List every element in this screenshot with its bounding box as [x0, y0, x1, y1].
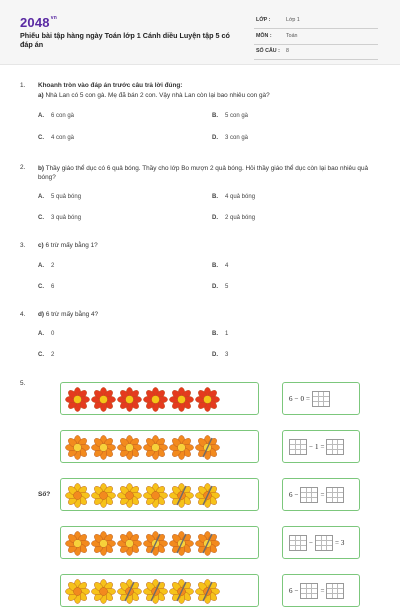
option-a[interactable]: A. 0 — [38, 331, 55, 337]
question-label: Số? — [38, 491, 51, 498]
flower-icon — [195, 483, 220, 508]
equation-token: = — [334, 539, 339, 547]
option-c[interactable]: C. 4 con gà — [38, 135, 75, 141]
flower-icon — [195, 435, 220, 460]
equation-token: 3 — [340, 539, 345, 547]
flower-icon — [91, 483, 116, 508]
flower-icon — [169, 435, 194, 460]
equation-frame — [282, 430, 360, 463]
answer-box[interactable] — [300, 583, 318, 599]
equation-token: − — [309, 539, 313, 547]
equation-token: 1 — [314, 443, 319, 451]
flower-icon — [195, 387, 220, 412]
equation-token: 0 — [300, 395, 304, 403]
flower-icon — [143, 483, 168, 508]
flower-icon — [117, 387, 142, 412]
equation-frame — [282, 382, 360, 415]
subtraction-equation — [288, 535, 345, 551]
flower-icon — [91, 435, 116, 460]
flower-icon — [117, 435, 142, 460]
option-d[interactable]: D. 2 quả bóng — [212, 215, 256, 221]
flower-icon — [169, 531, 194, 556]
answer-box[interactable] — [312, 391, 330, 407]
option-a[interactable]: A. 2 — [38, 263, 55, 269]
option-d[interactable]: D. 3 con gà — [212, 135, 249, 141]
question-text: c) 6 trừ mấy bằng 1? — [38, 242, 98, 249]
worksheet-header — [0, 0, 400, 65]
option-d[interactable]: D. 5 — [212, 284, 229, 290]
question-text: d) 6 trừ mấy bằng 4? — [38, 311, 99, 318]
option-b[interactable]: B. 4 — [212, 263, 229, 269]
question-text: a) Nhà Lan có 5 con gà. Mẹ đã bán 2 con. Vậy nhà Lan còn lại bao nhiêu con gà? — [38, 92, 270, 99]
flower-row-frame — [60, 382, 259, 415]
equation-frame — [282, 478, 360, 511]
subtraction-equation — [288, 487, 345, 503]
flower-icon — [65, 435, 90, 460]
option-a[interactable]: A. 6 con gà — [38, 113, 75, 119]
equation-token: = — [320, 443, 325, 451]
flower-row-frame — [60, 526, 259, 559]
site-logo[interactable]: $2048^{vn}$ — [20, 15, 57, 30]
equation-token: 6 — [289, 587, 293, 595]
answer-box[interactable] — [289, 439, 307, 455]
question-instruction: Khoanh tròn vào đáp án trước câu trả lời đúng: — [38, 82, 183, 89]
answer-box[interactable] — [326, 583, 344, 599]
flower-row-frame — [60, 574, 259, 607]
meta-class: LỚP : Lớp 1 — [254, 14, 378, 29]
option-b[interactable]: B. 4 quả bóng — [212, 194, 256, 200]
question-text: b) Thầy giáo thể dục có 6 quả bóng. Thầy cho lớp Bo mượn 2 quả bóng. Hỏi thầy giáo thể dục còn lại bao nhiêu quả bóng? — [38, 165, 369, 181]
equation-token: − — [294, 587, 299, 595]
page-title: Phiếu bài tập hàng ngày Toán lớp 1 Cánh diều Luyện tập 5 có đáp án — [20, 31, 230, 49]
answer-box[interactable] — [315, 535, 333, 551]
equation-token: = — [320, 491, 325, 499]
subtraction-equation — [288, 391, 331, 407]
option-c[interactable]: C. 3 quả bóng — [38, 215, 82, 221]
equation-token: − — [309, 443, 313, 451]
subtraction-equation — [288, 583, 345, 599]
equation-token: − — [294, 491, 299, 499]
option-b[interactable]: B. 5 con gà — [212, 113, 249, 119]
flower-icon — [143, 435, 168, 460]
equation-token: 6 — [289, 491, 293, 499]
equation-frame — [282, 526, 360, 559]
flower-icon — [143, 531, 168, 556]
answer-box[interactable] — [326, 487, 344, 503]
flower-icon — [65, 531, 90, 556]
option-c[interactable]: C. 2 — [38, 352, 55, 358]
flower-icon — [117, 531, 142, 556]
equation-token: = — [320, 587, 325, 595]
equation-token: 6 — [289, 395, 293, 403]
question-number: 1. — [20, 82, 26, 89]
option-a[interactable]: A. 5 quả bóng — [38, 194, 82, 200]
equation-token: = — [305, 395, 310, 403]
answer-box[interactable] — [326, 439, 344, 455]
flower-icon — [169, 387, 194, 412]
meta-subject: MÔN : Toán — [254, 30, 378, 45]
flower-icon — [91, 387, 116, 412]
equation-frame — [282, 574, 360, 607]
answer-box[interactable] — [289, 535, 307, 551]
option-d[interactable]: D. 3 — [212, 352, 229, 358]
flower-icon — [65, 387, 90, 412]
flower-icon — [143, 387, 168, 412]
option-b[interactable]: B. 1 — [212, 331, 229, 337]
question-number: 2. — [20, 164, 26, 171]
flower-icon — [195, 531, 220, 556]
flower-icon — [65, 483, 90, 508]
flower-icon — [117, 483, 142, 508]
subtraction-equation — [288, 439, 345, 455]
question-number: 5. — [20, 380, 26, 387]
question-number: 3. — [20, 242, 26, 249]
flower-row-frame — [60, 430, 259, 463]
flower-icon — [169, 483, 194, 508]
answer-box[interactable] — [300, 487, 318, 503]
flower-icon — [91, 531, 116, 556]
option-c[interactable]: C. 6 — [38, 284, 55, 290]
equation-token: − — [294, 395, 299, 403]
flower-row-frame — [60, 478, 259, 511]
question-number: 4. — [20, 311, 26, 318]
meta-question-count: SỐ CÂU : 8 — [254, 45, 378, 60]
